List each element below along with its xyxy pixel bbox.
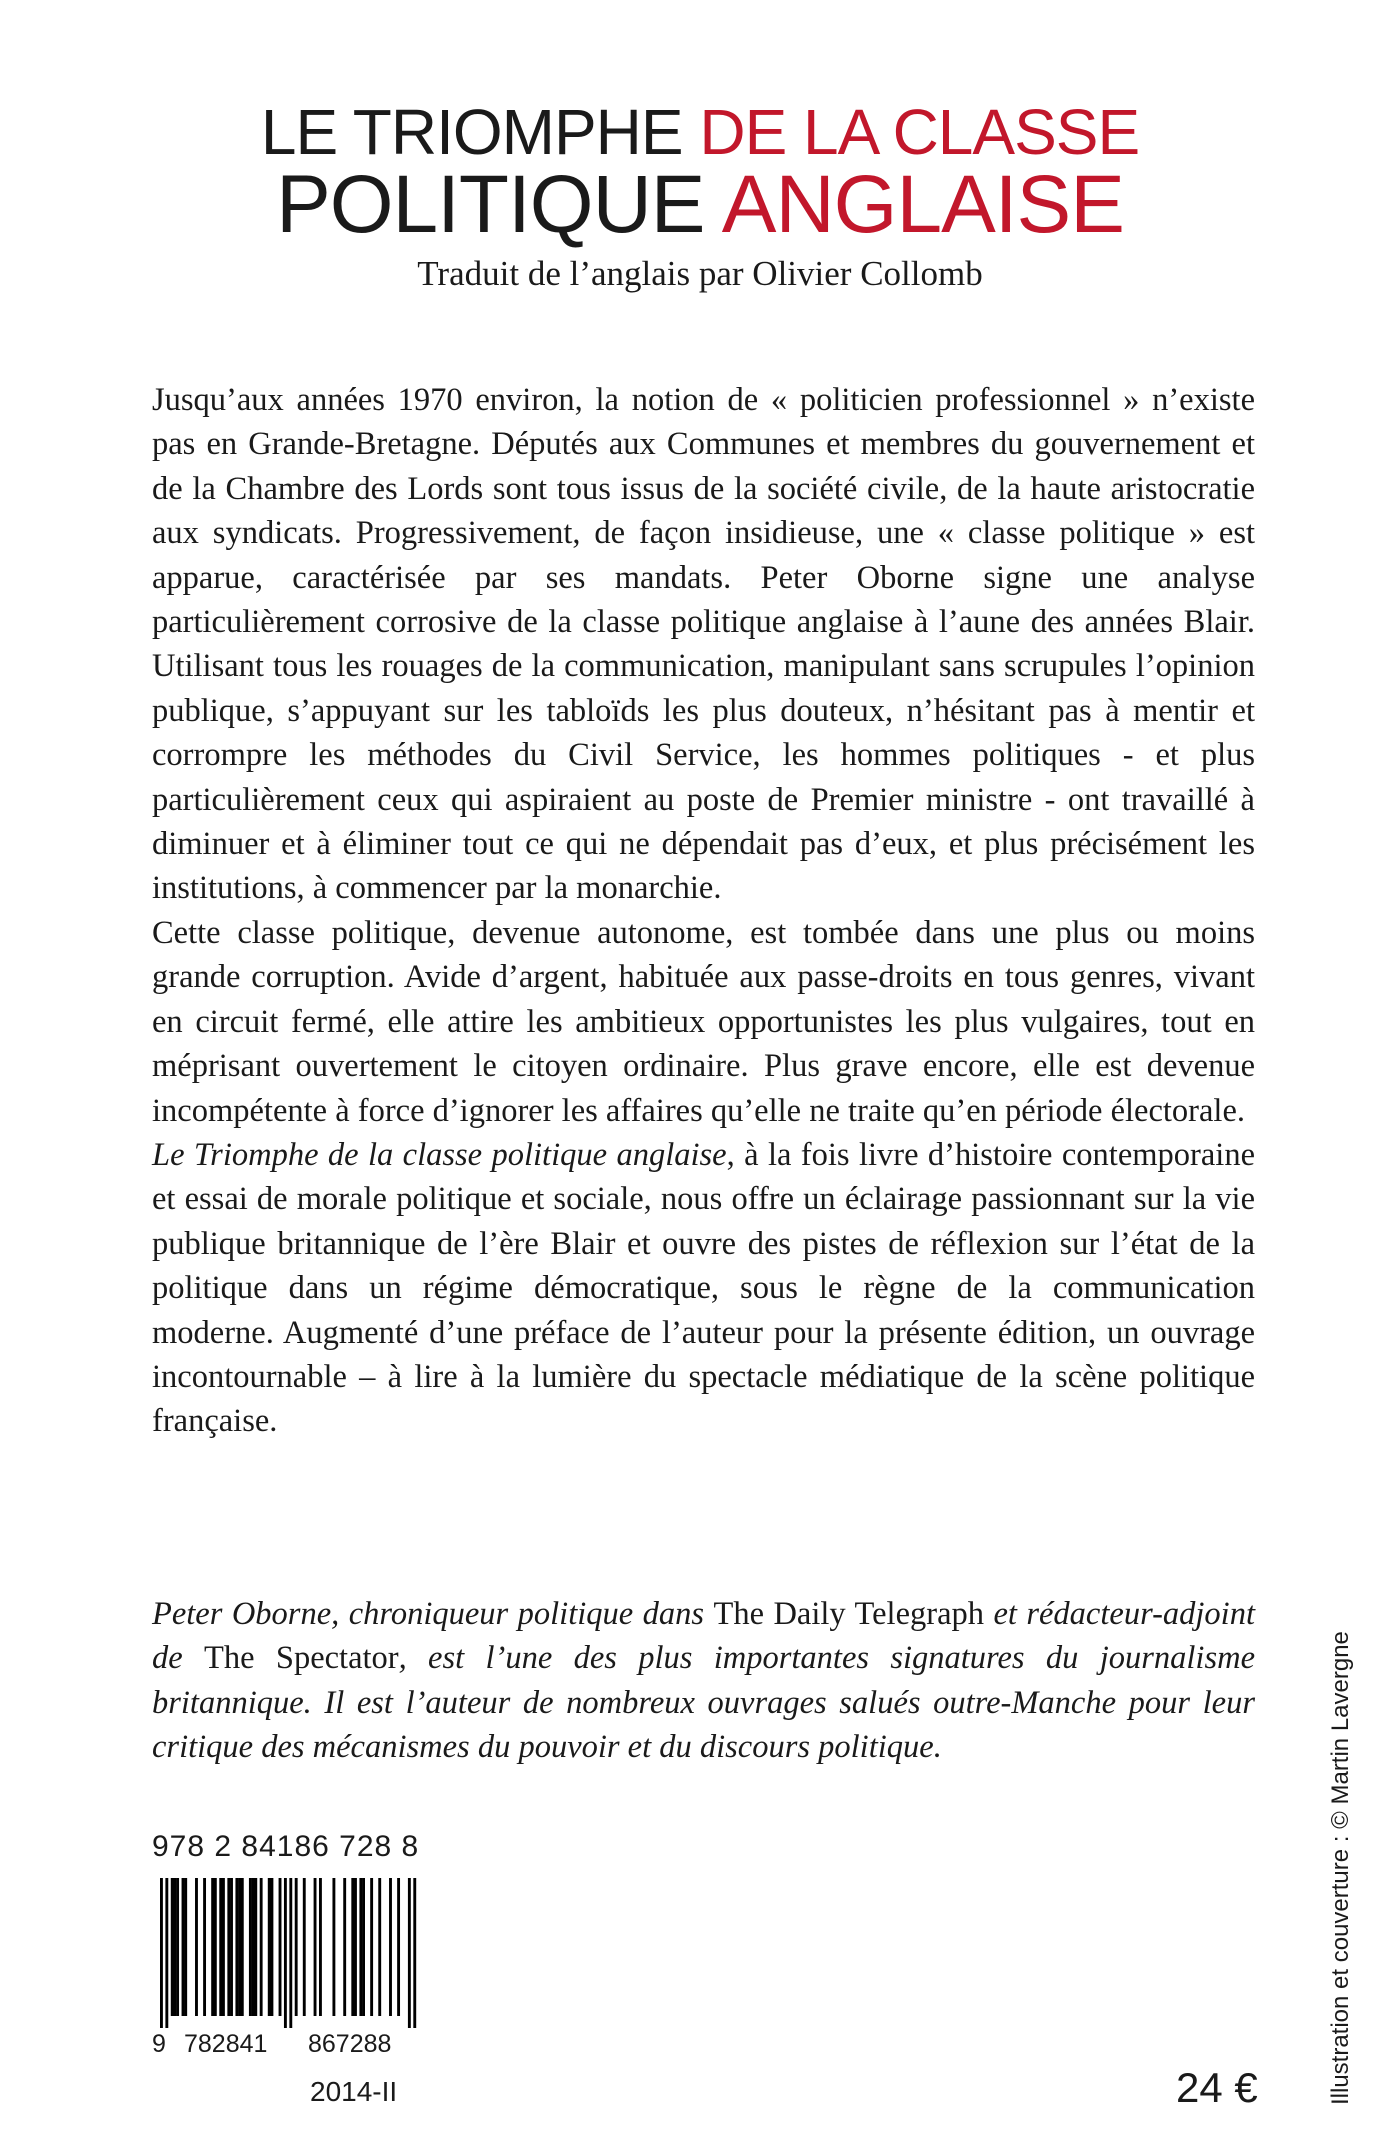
barcode-bar-33	[351, 1878, 354, 2016]
title-part-black-1: LE TRIOMPHE	[260, 96, 683, 168]
book-title-line-2	[240, 160, 1160, 250]
barcode-bar-6	[184, 1878, 187, 2016]
barcode-bar-30	[319, 1878, 322, 2016]
barcode-bar-13	[227, 1878, 230, 2016]
blurb-paragraph-1: Jusqu’aux années 1970 environ, la notion de « politicien professionnel » n’existe pas en Grande-Bretagne. Députés aux Communes et membres du gouvernement et de la Chambre des Lords sont tous issus de la société civile, de la haute aristocratie aux syndicats. Progressivement, de façon insidieuse, une « classe politique » est apparue, caractérisée par ses mandats. Peter Oborne signe une analyse particulièrement corrosive de la classe politique anglaise à l’aune des années Blair. Utilisant tous les rouages de la communication, manipulant sans scrupules l’opinion publique, s’appuyant sur les tabloïds les plus douteux, n’hésitant pas à mentir et corrompre les méthodes du Civil Service, les hommes politiques - et plus particulièrement ceux qui aspiraient au poste de Premier ministre - ont travaillé à diminuer et à éliminer tout ce qui ne dépendait pas d’eux, et plus précisément les institutions, à commencer par la monarchie.	[152, 382, 1255, 907]
blurb-paragraph-2: Cette classe politique, devenue autonome, est tombée dans une plus ou moins grande corruption. Avide d’argent, habituée aux passe-droits en tous genres, vivant en circuit fermé, elle attire les ambitieux opportunistes les plus vulgaires, tout en méprisant ouvertement le citoyen ordinaire. Plus grave encore, elle est devenue incompétente à force d’ignorer les affaires qu’elle ne traite qu’en période électorale.	[152, 914, 1255, 1129]
barcode-bar-25	[284, 1878, 287, 2028]
barcode-bar-21	[260, 1878, 263, 2016]
barcode-bar-35	[359, 1878, 362, 2016]
barcode-bar-28	[303, 1878, 306, 2016]
barcode-bar-36	[362, 1878, 365, 2016]
illustration-credit: Illustration et couverture : © Martin Lavergne	[1327, 1631, 1354, 2105]
translator-credit: Traduit de l’anglais par Olivier Collomb	[417, 254, 983, 293]
book-title-line-1	[240, 96, 1160, 168]
barcode-bar-14	[230, 1878, 233, 2016]
barcode-bar-19	[252, 1878, 255, 2016]
barcode-bar-20	[254, 1878, 257, 2016]
barcode-bar-11	[219, 1878, 222, 2016]
author-bio-part-2: et rédacteur-adjoint de	[152, 1596, 1255, 1677]
title-part-black-2: POLITIQUE	[276, 159, 705, 250]
barcode-bar-41	[408, 1878, 411, 2028]
barcode-bar-29	[314, 1878, 317, 2016]
title-part-red-2: ANGLAISE	[721, 159, 1124, 250]
barcode-bar-37	[370, 1878, 373, 2016]
barcode-bar-4	[176, 1878, 179, 2016]
barcode-bar-17	[241, 1878, 244, 2016]
barcode-group-right: 867288	[308, 2030, 392, 2058]
barcode-bar-15	[235, 1878, 238, 2016]
barcode-bar-38	[378, 1878, 381, 2016]
magazine-name: The Spectator	[204, 1640, 399, 1677]
barcode-bar-7	[195, 1878, 198, 2016]
barcode-bar-42	[413, 1878, 416, 2028]
blurb-paragraph-3-text: , à la fois livre d’histoire contemporaine et essai de morale politique et sociale, nous offre un éclairage passionnant sur la vie publique britannique de l’ère Blair et ouvre des pistes de réflexion sur l’état de la politique dans un régime démocratique, sous le règne de la communication moderne. Augmenté d’une préface de l’auteur pour la présente édition, un ouvrage incontournable – à lire à la lumière du spectacle médiatique de la scène politique française.	[152, 1136, 1255, 1440]
newspaper-name: The Daily Telegraph	[713, 1596, 984, 1632]
price: 24 €	[1176, 2064, 1258, 2111]
barcode-bar-1	[165, 1878, 168, 2028]
barcode-group-left: 782841	[184, 2030, 268, 2058]
barcode-bar-24	[279, 1878, 282, 2016]
barcode-bar-23	[270, 1878, 273, 2016]
author-bio	[152, 1592, 1255, 1770]
author-bio-part-3: , est l’une des plus importantes signatures du journalisme britannique. Il est l’auteur de nombreux ouvrages salués outre-Manche pour leur critique des mécanismes du pouvoir et du discours politique.	[152, 1640, 1255, 1766]
barcode	[148, 1878, 428, 2028]
barcode-bar-32	[343, 1878, 346, 2016]
title-part-red-1: DE LA CLASSE	[699, 96, 1140, 168]
barcode-bar-8	[203, 1878, 206, 2016]
barcode-bar-9	[211, 1878, 214, 2016]
blurb-paragraph-3	[152, 1133, 1255, 1444]
barcode-bar-5	[182, 1878, 185, 2016]
isbn-number: 978 2 84186 728 8	[152, 1830, 420, 1863]
barcode-bar-10	[214, 1878, 217, 2016]
barcode-bar-22	[268, 1878, 271, 2016]
barcode-bar-2	[171, 1878, 174, 2016]
barcode-bar-18	[249, 1878, 252, 2016]
blurb	[152, 378, 1255, 1444]
edition-code: 2014-II	[310, 2076, 398, 2107]
barcode-bar-12	[222, 1878, 225, 2016]
barcode-bar-16	[238, 1878, 241, 2016]
barcode-bar-27	[295, 1878, 298, 2016]
barcode-bar-39	[389, 1878, 392, 2016]
book-title-italic: Le Triomphe de la classe politique anglaise	[152, 1136, 727, 1173]
barcode-bar-34	[354, 1878, 357, 2016]
barcode-bar-0	[160, 1878, 163, 2028]
barcode-bar-3	[173, 1878, 176, 2016]
author-bio-part-1: Peter Oborne, chroniqueur politique dans	[152, 1596, 714, 1632]
barcode-bar-26	[289, 1878, 292, 2028]
barcode-bar-31	[332, 1878, 335, 2016]
barcode-bar-40	[397, 1878, 400, 2016]
barcode-digit-first: 9	[152, 2030, 166, 2058]
